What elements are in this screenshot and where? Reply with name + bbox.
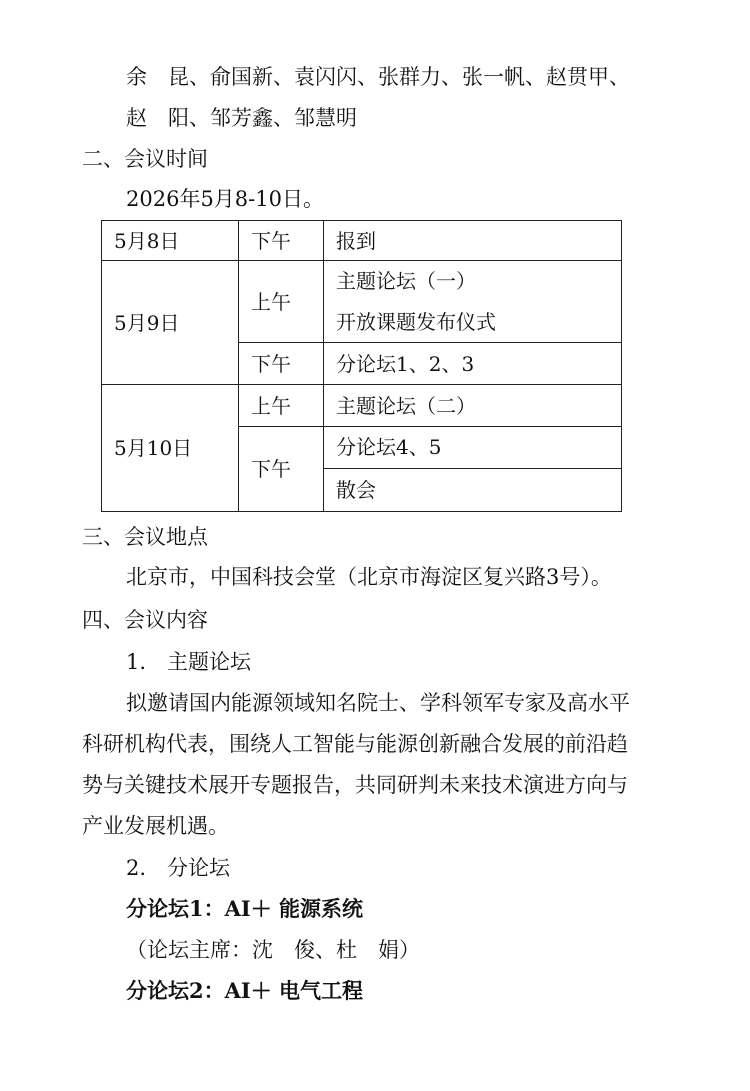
- schedule-table: [101, 220, 622, 512]
- agenda-item: 散会: [336, 478, 376, 502]
- meeting-date-text: 2026年5月8-10日。: [126, 187, 324, 211]
- section-heading-location: 三、会议地点: [82, 525, 208, 549]
- paragraph-line: 科研机构代表，围绕人工智能与能源创新融合发展的前沿趋: [82, 732, 628, 756]
- attendee-line-2: 赵 阳、邹芳鑫、邹慧明: [126, 106, 357, 130]
- agenda-cell: [324, 261, 622, 343]
- agenda-cell: 报到: [324, 221, 622, 261]
- section-heading-time: 二、会议时间: [82, 147, 208, 171]
- sub-forum-1-chairs: （论坛主席：沈 俊、杜 娟）: [126, 938, 420, 962]
- date-cell: 5月10日: [102, 385, 239, 512]
- period-cell: 下午: [239, 221, 324, 261]
- agenda-item: 开放课题发布仪式: [336, 310, 496, 334]
- table-row: [102, 261, 622, 343]
- location-text: 北京市，中国科技会堂（北京市海淀区复兴路3号）。: [126, 565, 612, 589]
- sub-forum-1-title: 分论坛1：AI＋ 能源系统: [126, 896, 364, 921]
- section-heading-content: 四、会议内容: [82, 608, 208, 632]
- date-cell: 5月9日: [102, 261, 239, 385]
- table-row: [102, 385, 622, 427]
- period-cell: 上午: [239, 385, 324, 427]
- subsection-title-sub-forum: 2. 分论坛: [126, 856, 231, 880]
- agenda-item: 主题论坛（一）: [336, 269, 476, 293]
- paragraph-line: 产业发展机遇。: [82, 814, 229, 838]
- table-row: [102, 221, 622, 261]
- attendee-line-1: 余 昆、俞国新、袁闪闪、张群力、张一帆、赵贯甲、: [126, 65, 630, 89]
- agenda-cell: 主题论坛（二）: [324, 385, 622, 427]
- paragraph-line: 势与关键技术展开专题报告，共同研判未来技术演进方向与: [82, 773, 628, 797]
- agenda-cell: 分论坛1、2、3: [324, 343, 622, 385]
- subsection-title-main-forum: 1. 主题论坛: [126, 650, 252, 674]
- period-cell: 下午: [239, 427, 324, 512]
- period-cell: 上午: [239, 261, 324, 343]
- agenda-item: 分论坛4、5: [324, 427, 621, 469]
- agenda-cell: [324, 427, 622, 512]
- period-cell: 下午: [239, 343, 324, 385]
- sub-forum-2-title: 分论坛2：AI＋ 电气工程: [126, 978, 364, 1003]
- date-cell: 5月8日: [102, 221, 239, 261]
- paragraph-line: 拟邀请国内能源领域知名院士、学科领军专家及高水平: [126, 691, 630, 715]
